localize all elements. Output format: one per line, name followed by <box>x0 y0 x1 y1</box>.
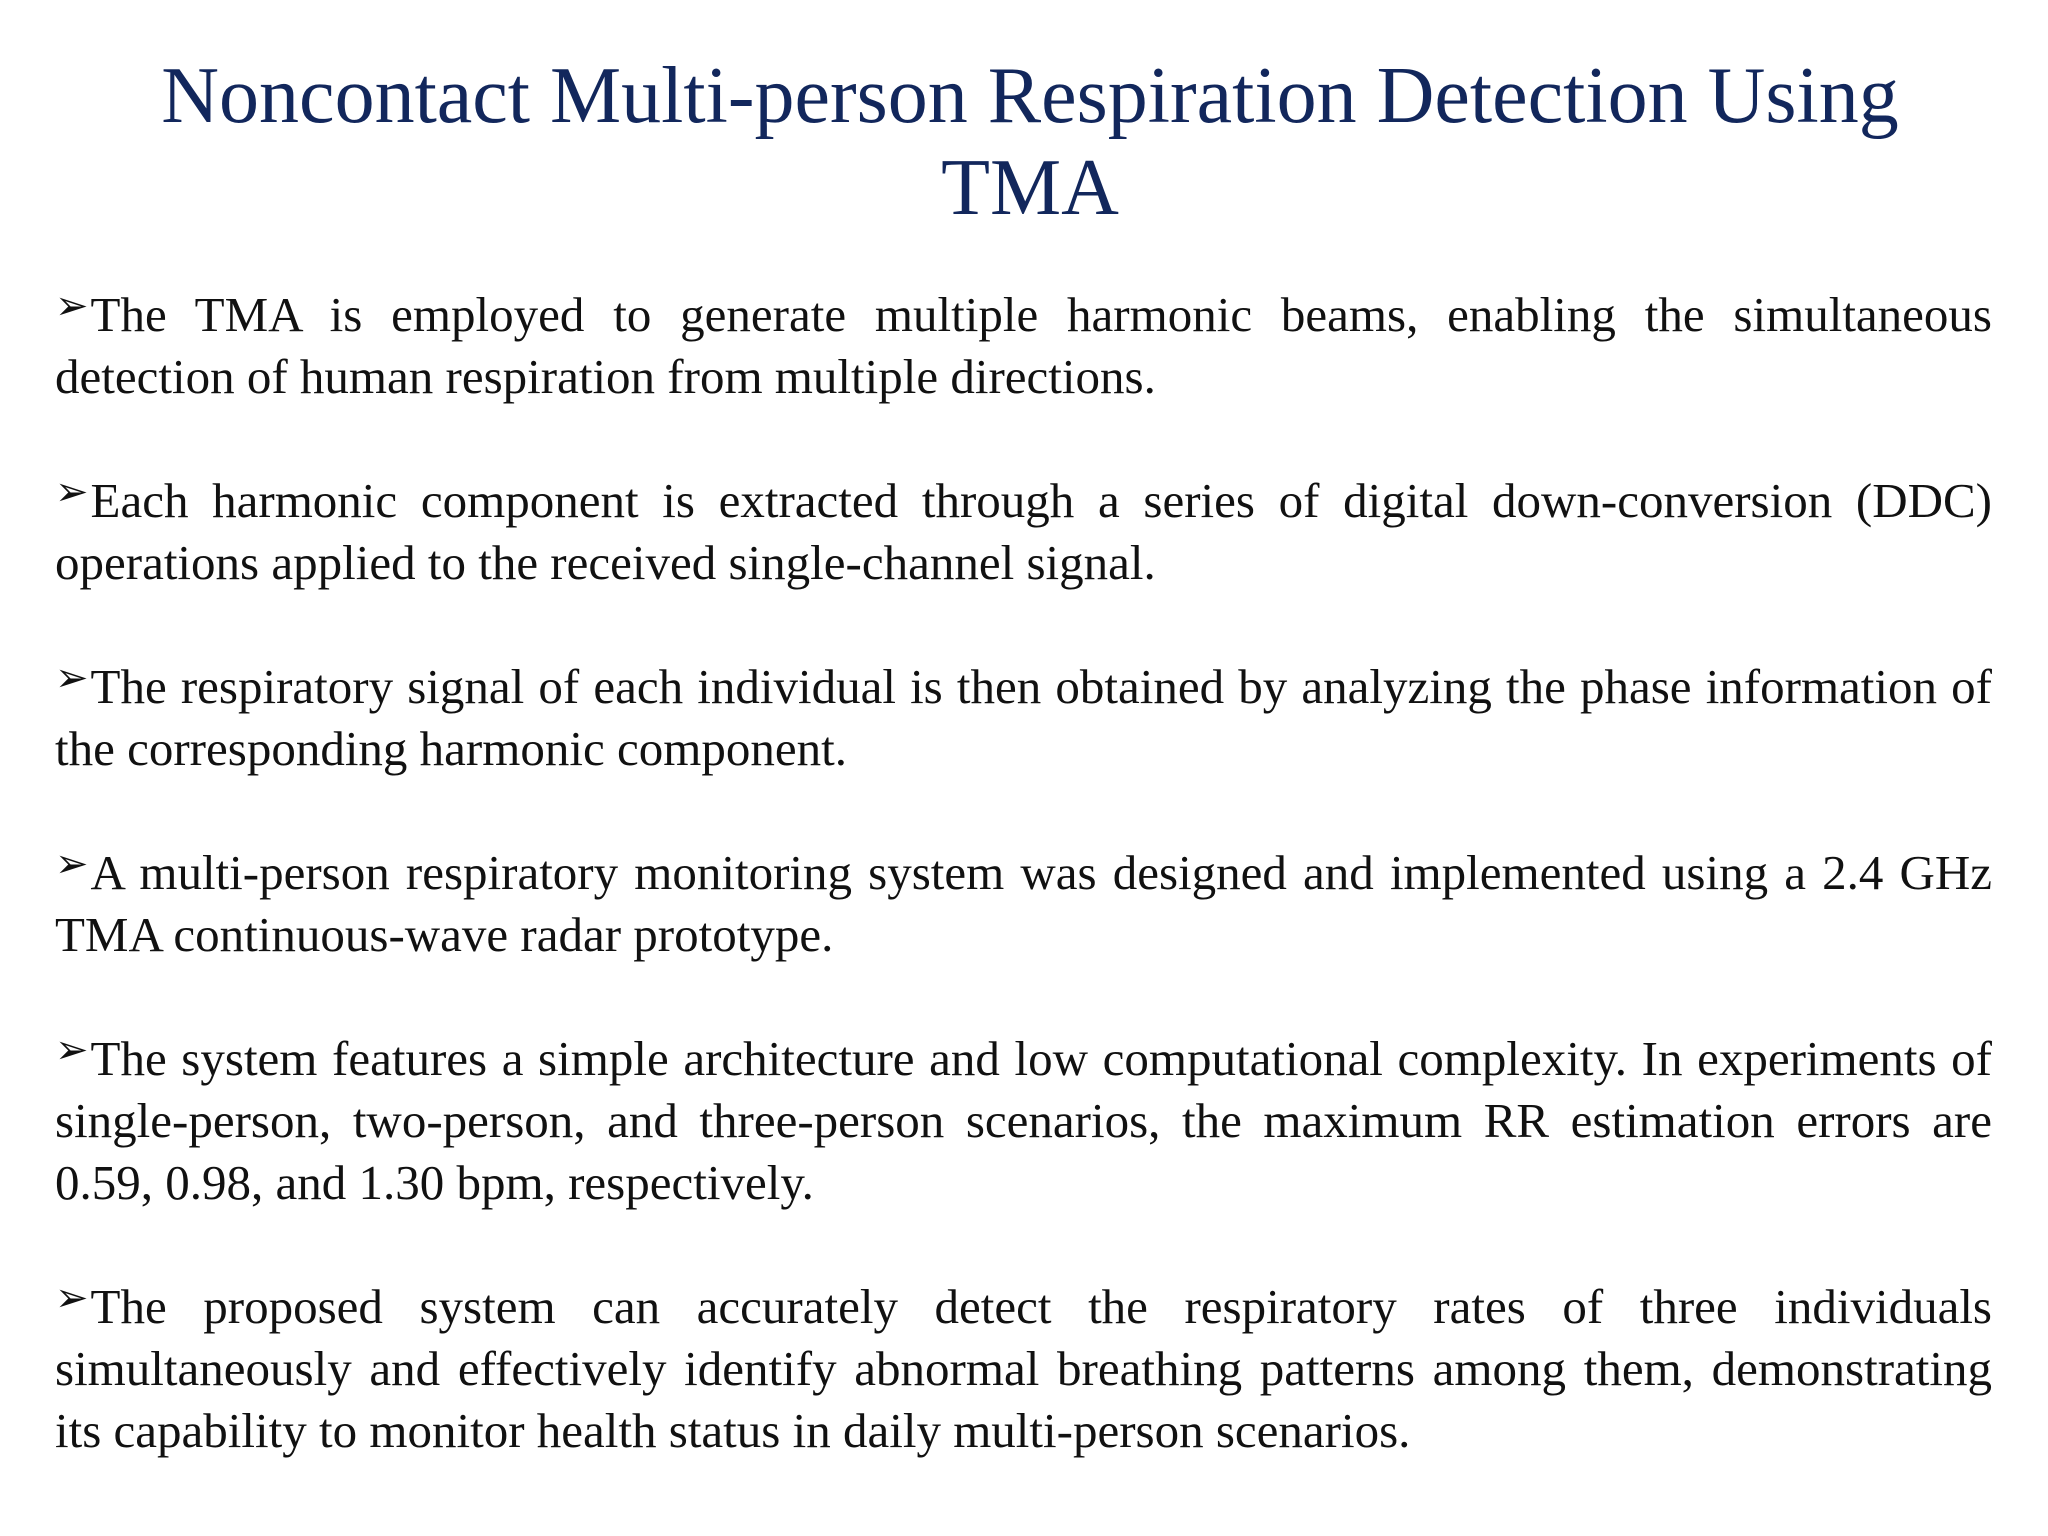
bullet-item <box>55 1028 1992 1214</box>
bullet-text: The system features a simple architecture and low computational complexity. In experiments of single-person, two-person, and three-person scenarios, the maximum RR estimation errors are 0.59, 0.98, and 1.30 bpm, respectively. <box>55 1031 1992 1210</box>
slide-title: Noncontact Multi-person Respiration Detection Using TMA <box>161 52 1899 232</box>
bullet-item <box>55 284 1992 408</box>
arrow-bullet-icon: ➢ <box>55 1027 89 1073</box>
bullet-item <box>55 1276 1992 1462</box>
bullet-text: Each harmonic component is extracted through a series of digital down-conversion (DDC) operations applied to the received single-channel signal. <box>55 473 1992 590</box>
bullet-text: A multi-person respiratory monitoring system was designed and implemented using a 2.4 GHz TMA continuous-wave radar prototype. <box>55 845 1992 962</box>
arrow-bullet-icon: ➢ <box>55 469 89 515</box>
bullet-text: The respiratory signal of each individual is then obtained by analyzing the phase information of the corresponding harmonic component. <box>55 659 1992 776</box>
arrow-bullet-icon: ➢ <box>55 655 89 701</box>
bullet-text: The TMA is employed to generate multiple harmonic beams, enabling the simultaneous detection of human respiration from multiple directions. <box>55 287 1992 404</box>
arrow-bullet-icon: ➢ <box>55 1275 89 1321</box>
bullet-item <box>55 842 1992 966</box>
arrow-bullet-icon: ➢ <box>55 841 89 887</box>
bullet-item <box>55 470 1992 594</box>
bullet-item <box>55 656 1992 780</box>
bullet-list <box>55 284 1992 1524</box>
arrow-bullet-icon: ➢ <box>55 283 89 329</box>
bullet-text: The proposed system can accurately detect the respiratory rates of three individuals simultaneously and effectively identify abnormal breathing patterns among them, demonstrating its capability to monitor health status in daily multi-person scenarios. <box>55 1279 1992 1458</box>
